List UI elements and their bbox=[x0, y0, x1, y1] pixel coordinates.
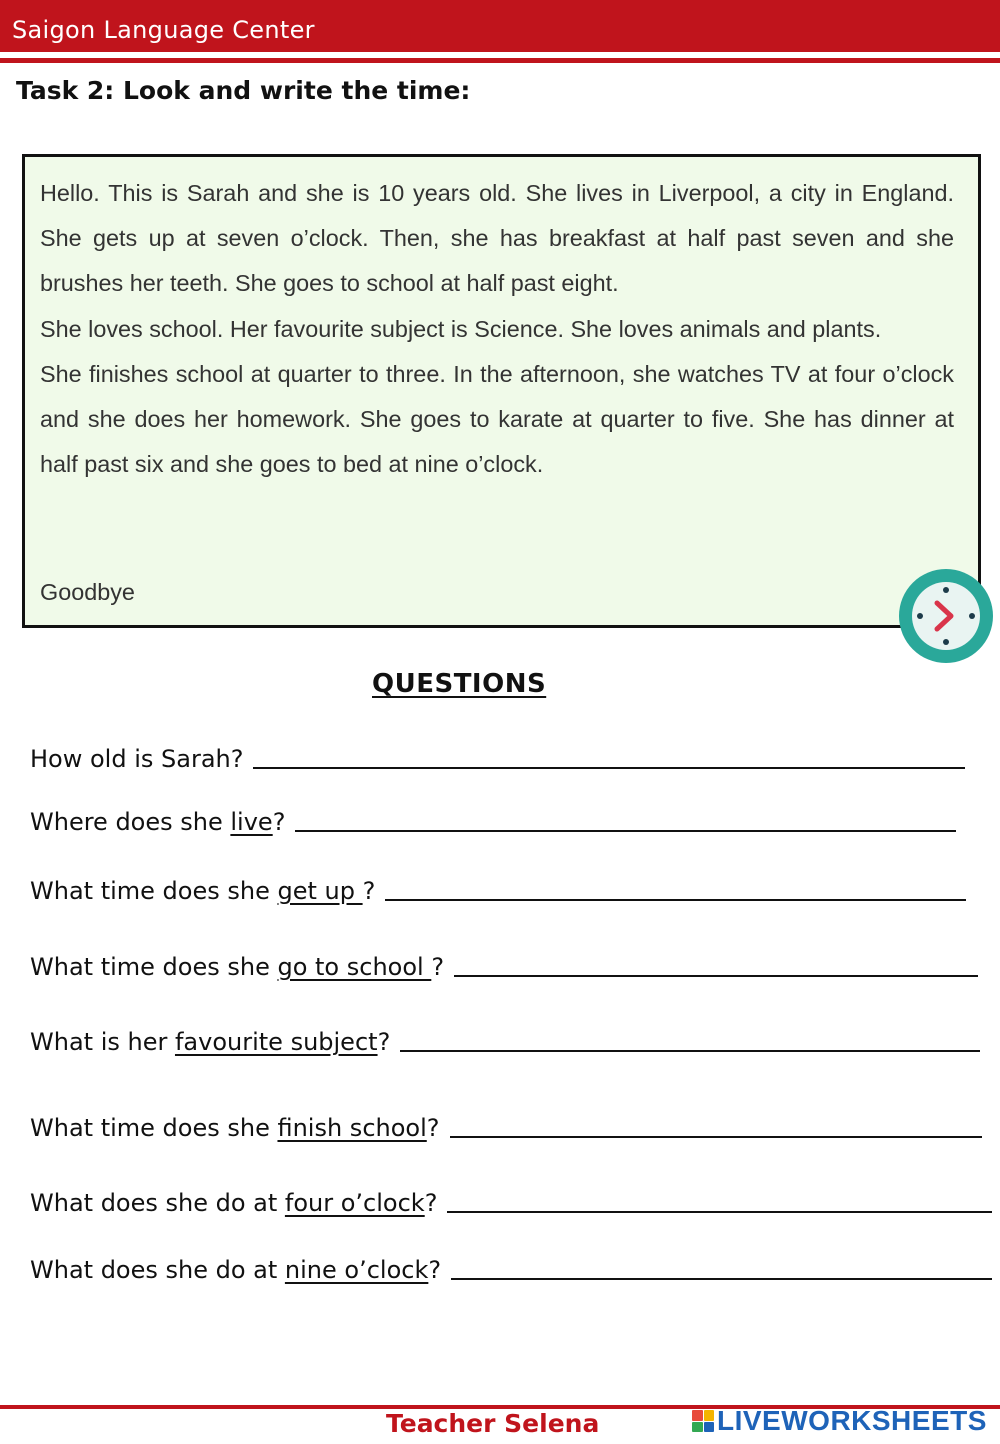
question-text: What is her favourite subject? bbox=[30, 1028, 391, 1056]
footer-teacher-name: Teacher Selena bbox=[386, 1409, 600, 1438]
reading-paragraph-1: Hello. This is Sarah and she is 10 years old. She lives in Liverpool, a city in England. She gets up at seven o’clock. Then, she has breakfast at half past seven and she brushes her teeth. She goes to school at half past eight. bbox=[40, 180, 954, 297]
reading-closing: Goodbye bbox=[40, 579, 135, 605]
answer-line[interactable] bbox=[447, 1209, 992, 1213]
question-text: What does she do at nine o’clock? bbox=[30, 1256, 442, 1284]
question-row bbox=[30, 877, 966, 905]
question-row bbox=[30, 808, 956, 836]
question-text: Where does she live? bbox=[30, 808, 286, 836]
header-title: Saigon Language Center bbox=[12, 16, 315, 44]
question-row bbox=[30, 1028, 980, 1056]
header-divider bbox=[0, 58, 1000, 63]
question-text: What time does she go to school ? bbox=[30, 953, 445, 981]
question-text: What time does she finish school? bbox=[30, 1114, 440, 1142]
question-text: What does she do at four o’clock? bbox=[30, 1189, 438, 1217]
answer-line[interactable] bbox=[400, 1048, 980, 1052]
liveworksheets-logo bbox=[692, 1405, 987, 1437]
reading-passage-text bbox=[40, 171, 954, 487]
liveworksheets-logo-icon bbox=[692, 1410, 714, 1432]
reading-passage-box bbox=[22, 154, 981, 628]
reading-paragraph-2: She loves school. Her favourite subject is Science. She loves animals and plants. bbox=[40, 315, 882, 342]
question-text: What time does she get up ? bbox=[30, 877, 376, 905]
answer-line[interactable] bbox=[454, 973, 978, 977]
header-bar bbox=[0, 0, 1000, 52]
answer-line[interactable] bbox=[253, 765, 965, 769]
answer-line[interactable] bbox=[450, 1134, 982, 1138]
question-text: How old is Sarah? bbox=[30, 745, 244, 773]
questions-heading: QUESTIONS bbox=[372, 669, 547, 699]
reading-paragraph-3: She finishes school at quarter to three. In the afternoon, she watches TV at four o’clock and she does her homework. She goes to karate at quarter to five. She has dinner at half past six and she goes to bed at nine o’clock. bbox=[40, 360, 954, 478]
clock-icon bbox=[898, 568, 994, 664]
answer-line[interactable] bbox=[451, 1276, 992, 1280]
question-row bbox=[30, 1189, 992, 1217]
question-row bbox=[30, 953, 978, 981]
question-row bbox=[30, 745, 965, 773]
task-title: Task 2: Look and write the time: bbox=[16, 76, 471, 105]
question-row bbox=[30, 1256, 992, 1284]
answer-line[interactable] bbox=[385, 897, 966, 901]
liveworksheets-logo-text: LIVEWORKSHEETS bbox=[717, 1405, 987, 1436]
question-row bbox=[30, 1114, 982, 1142]
answer-line[interactable] bbox=[295, 828, 956, 832]
